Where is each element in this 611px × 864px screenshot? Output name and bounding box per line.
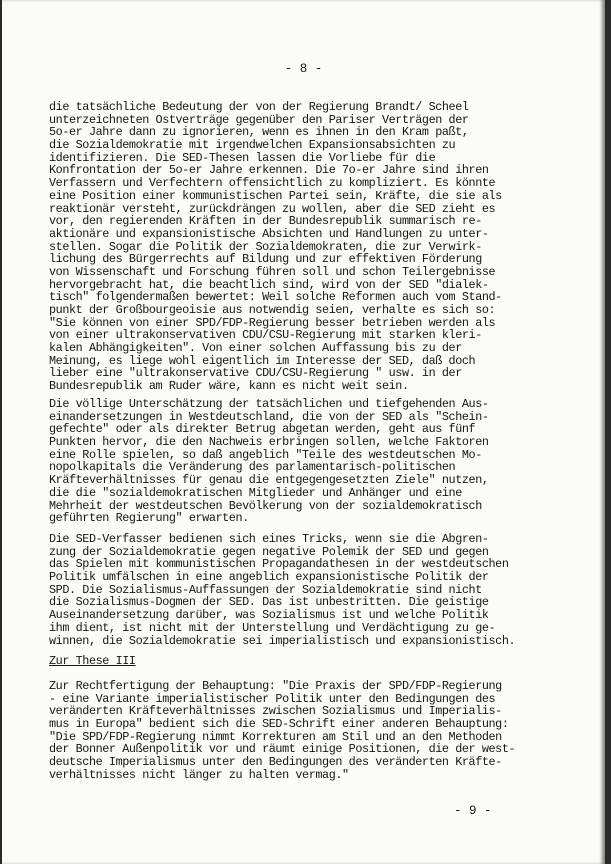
- text-line: hervorgebracht hat, die beachtlich sind, wird von der SED "dialek-: [49, 277, 489, 292]
- text-line: tisch" folgendermaßen bewertet: Weil solche Reformen auch vom Stand-: [49, 290, 502, 305]
- text-line: die Sozialismus-Dogmen der SED. Das ist unbestritten. Die geistige: [49, 595, 489, 610]
- text-line: kalen Abhängigkeiten". Von einer solchen Auffassung bis zu der: [49, 341, 462, 356]
- paragraph-4: [49, 680, 585, 782]
- page-number-footer: - 9 -: [454, 804, 492, 818]
- text-line: Punkten hervor, die den Nachweis erbringen sollen, welche Faktoren: [49, 435, 489, 450]
- text-line: nopolkapitals die Veränderung des parlamentarisch-politischen: [49, 460, 456, 475]
- text-line: der Bonner Außenpolitik vor und räumt einige Positionen, die der west-: [49, 742, 516, 757]
- text-line: gefechte" oder als direkter Betrug abgetan werden, geht aus fünf: [49, 422, 476, 437]
- paragraph-1: [49, 101, 585, 393]
- text-line: deutsche Imperialismus unter den Bedingungen des veränderten Kräfte-: [49, 755, 502, 770]
- text-line: unterzeichneten Ostverträge gegenüber den Pariser Verträgen der: [49, 112, 469, 127]
- text-line: Bundesrepublik am Ruder wäre, kann es nicht weit sein.: [49, 379, 409, 394]
- text-line: die tatsächliche Bedeutung der von der Regierung Brandt/ Scheel: [49, 100, 469, 114]
- text-line: Die SED-Verfasser bedienen sich eines Tricks, wenn sie die Abgren-: [49, 532, 489, 546]
- document-page: [2, 0, 605, 864]
- text-line: Zur Rechtfertigung der Behauptung: "Die Praxis der SPD/FDP-Regierung: [49, 679, 502, 693]
- text-line: geführten Regierung" erwarten.: [49, 511, 249, 526]
- text-line: "Sie können von einer SPD/FDP-Regierung besser betrieben werden als: [49, 315, 496, 330]
- paragraph-3: [49, 533, 585, 647]
- text-line: Mehrheit der westdeutschen Bevölkerung von der sozialdemokratisch: [49, 498, 482, 513]
- text-line: veränderten Kräfteverhältnisses zwischen Sozialismus und Imperialis-: [49, 704, 502, 719]
- section-heading: Zur These III: [49, 654, 136, 668]
- text-line: SPD. Die Sozialismus-Auffassungen der Sozialdemokratie sind nicht: [49, 582, 482, 597]
- text-line: reaktionär versteht, zurückdrängen zu wollen, aber die SED zieht es: [49, 201, 496, 216]
- text-line: ihm dient, ist nicht mit der Unterstellung und Verdächtigung zu ge-: [49, 620, 496, 635]
- text-line: winnen, die Sozialdemokratie sei imperialistisch und expansionistisch.: [49, 633, 516, 648]
- text-line: aktionäre und expansionistische Absichten und Handlungen zu unter-: [49, 226, 489, 241]
- text-line: eine Position einer kommunistischen Partei sein, Kräfte, die sie als: [49, 188, 502, 203]
- text-line: lieber eine "ultrakonservative CDU/CSU-Regierung " usw. in der: [49, 366, 462, 381]
- text-line: identifizieren. Die SED-Thesen lassen die Vorliebe für die: [49, 150, 436, 165]
- text-line: Meinung, es liege wohl eigentlich im Interesse der SED, daß doch: [49, 353, 476, 368]
- text-line: Konfrontation der 5o-er Jahre erkennen. Die 7o-er Jahre sind ihren: [49, 163, 489, 178]
- text-line: lichung des Bürgerrechts auf Bildung und zur effektiven Förderung: [49, 252, 482, 267]
- text-line: Politik umfälschen in eine angeblich expansionistische Politik der: [49, 570, 489, 585]
- text-line: einandersetzungen in Westdeutschland, die von der SED als "Schein-: [49, 409, 489, 424]
- text-line: zung der Sozialdemokratie gegen negative Polemik der SED und gegen: [49, 544, 489, 559]
- page-number-header: - 8 -: [284, 62, 323, 76]
- text-line: von einer ultrakonservativen CDU/CSU-Regierung mit starken kleri-: [49, 328, 482, 343]
- text-line: - eine Variante imperialistischer Politik unter den Bedingungen des: [49, 691, 496, 706]
- paragraph-2: [49, 398, 585, 525]
- text-line: verhältnisses nicht länger zu halten vermag.": [49, 767, 349, 782]
- text-line: Verfassern und Verfechtern offensichtlich zu kompliziert. Es könnte: [49, 176, 496, 191]
- text-line: die die "sozialdemokratischen Mitglieder und Anhänger und eine: [49, 485, 462, 500]
- text-line: vor, den regierenden Kräften in der Bundesrepublik summarisch re-: [49, 214, 482, 229]
- text-line: von Wissenschaft und Forschung führen soll und schon Teilergebnisse: [49, 264, 496, 279]
- text-line: Auseinandersetzung darüber, was Sozialismus ist und welche Politik: [49, 608, 489, 623]
- text-line: mus in Europa" bedient sich die SED-Schrift einer anderen Behauptung:: [49, 717, 509, 732]
- text-line: Kräfteverhältnisses für genau die entgegengesetzten Ziele" nutzen,: [49, 473, 489, 488]
- text-line: das Spielen mit kommunistischen Propagandathesen in der westdeutschen: [49, 557, 509, 572]
- text-line: Die völlige Unterschätzung der tatsächlichen und tiefgehenden Aus-: [49, 397, 489, 411]
- text-line: 5o-er Jahre dann zu ignorieren, wenn es ihnen in den Kram paßt,: [49, 125, 469, 140]
- text-line: punkt der Großbourgeoisie aus notwendig seien, verhalte es sich so:: [49, 303, 496, 317]
- text-line: eine Rolle spielen, so daß angeblich "Teile des westdeutschen Mo-: [49, 447, 482, 462]
- text-line: "Die SPD/FDP-Regierung nimmt Korrekturen am Stil und an den Methoden: [49, 729, 502, 744]
- text-line: die Sozialdemokratie mit irgendwelchen Expansionsabsichten zu: [49, 138, 456, 153]
- text-line: stellen. Sogar die Politik der Sozialdemokraten, die zur Verwirk-: [49, 239, 482, 254]
